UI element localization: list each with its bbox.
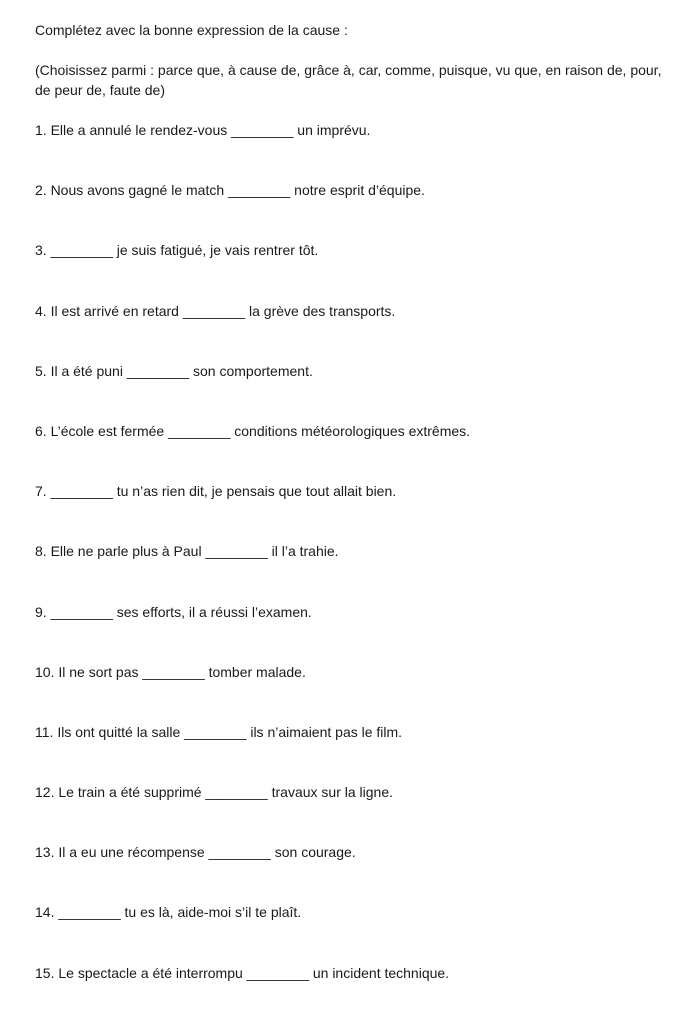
exercise-item-14: 14. ________ tu es là, aide-moi s’il te plaît. <box>35 904 302 921</box>
exercise-item-6: 6. L’école est fermée ________ conditions météorologiques extrêmes. <box>35 422 471 439</box>
exercise-item-15: 15. Le spectacle a été interrompu ________ un incident technique. <box>35 964 450 981</box>
choices-list: (Choisissez parmi : parce que, à cause de, grâce à, car, comme, puisque, vu que, en raison de, pour, de peur de, faute de) <box>35 62 662 98</box>
exercise-item-11: 11. Ils ont quitté la salle ________ ils n’aimaient pas le film. <box>35 723 403 740</box>
instruction-text: Complétez avec la bonne expression de la cause : <box>35 22 348 38</box>
exercise-item-9: 9. ________ ses efforts, il a réussi l’examen. <box>35 603 312 620</box>
exercise-item-2: 2. Nous avons gagné le match ________ notre esprit d’équipe. <box>35 182 425 199</box>
exercise-item-3: 3. ________ je suis fatigué, je vais rentrer tôt. <box>35 242 319 259</box>
exercise-item-7: 7. ________ tu n’as rien dit, je pensais que tout allait bien. <box>35 483 397 500</box>
exercise-item-12: 12. Le train a été supprimé ________ travaux sur la ligne. <box>35 784 394 801</box>
exercise-item-4: 4. Il est arrivé en retard ________ la grève des transports. <box>35 302 396 319</box>
exercise-item-8: 8. Elle ne parle plus à Paul ________ il l’a trahie. <box>35 543 339 560</box>
exercise-item-13: 13. Il a eu une récompense ________ son courage. <box>35 844 356 861</box>
exercise-list <box>35 120 665 1023</box>
exercise-item-10: 10. Il ne sort pas ________ tomber malade. <box>35 663 306 680</box>
exercise-item-5: 5. Il a été puni ________ son comportement. <box>35 362 313 379</box>
exercise-item-1: 1. Elle a annulé le rendez-vous ________ un imprévu. <box>35 122 371 138</box>
